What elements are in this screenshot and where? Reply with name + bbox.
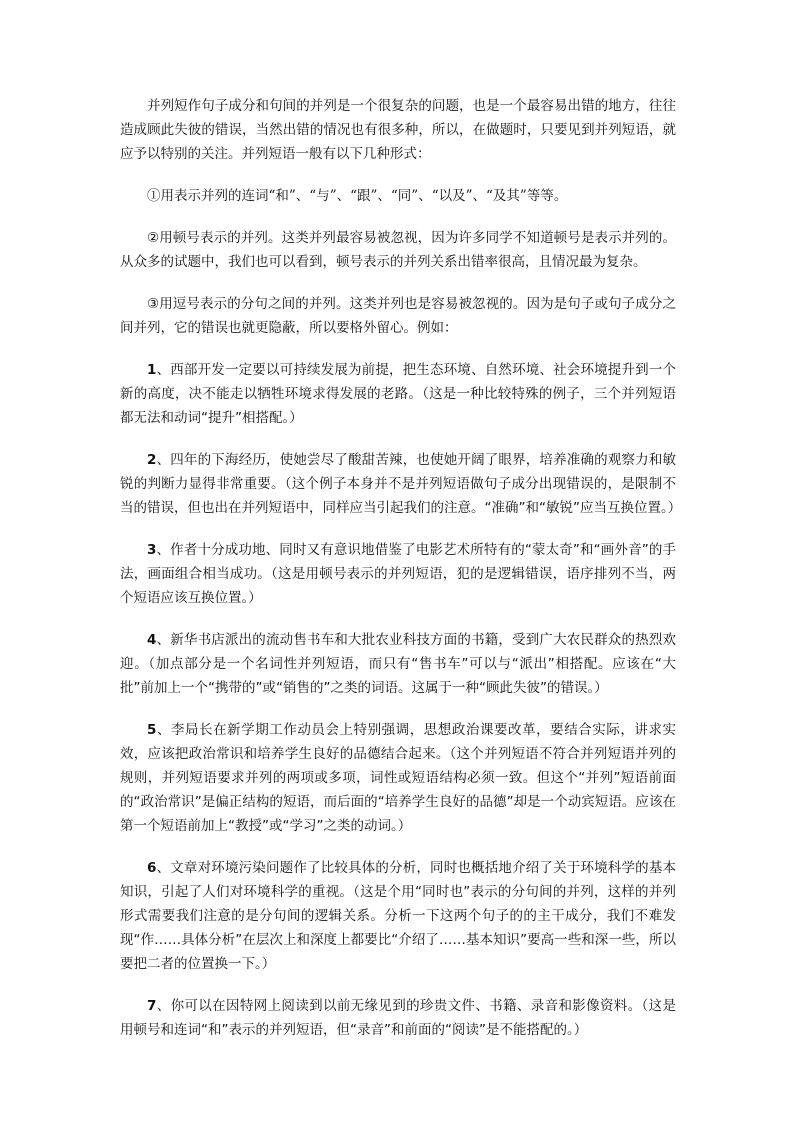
example-6	[120, 856, 676, 976]
example-number: 5	[147, 722, 157, 738]
example-4	[120, 628, 676, 700]
example-number: 1	[147, 362, 157, 378]
example-number: 6	[147, 860, 157, 876]
paragraph-form-3	[120, 292, 676, 340]
example-number: 3	[147, 542, 157, 558]
example-number: 2	[147, 452, 157, 468]
example-number: 7	[147, 998, 157, 1014]
example-5	[120, 718, 676, 838]
paragraph-intro	[120, 94, 676, 166]
example-text: 、文章对环境污染问题作了比较具体的分析，同时也概括地介绍了关于环境科学的基本知识，引起了人们对环境科学的重视。（这是个用“同时也”表示的分句间的并列，这样的并列形式需要我们注意的是分句间的逻辑关系。分析一下这两个句子的的主干成分，我们不难发现“作……具体分析”在层次上和深度上都要比“介绍了……基本知识”要高一些和深一些，所以要把二者的位置换一下。）	[120, 860, 676, 972]
example-7	[120, 994, 676, 1042]
example-text: 、新华书店派出的流动售书车和大批农业科技方面的书籍，受到广大农民群众的热烈欢迎。（加点部分是一个名词性并列短语，而只有“售书车”可以与“派出”相搭配。应该在“大批”前加上一个“携带的”或“销售的”之类的词语。这属于一种“顾此失彼”的错误。）	[120, 632, 676, 696]
example-2	[120, 448, 682, 520]
example-number: 4	[147, 632, 157, 648]
paragraph-text: 并列短作句子成分和句间的并列是一个很复杂的问题，也是一个最容易出错的地方，往往造成顾此失彼的错误，当然出错的情况也有很多种，所以，在做题时，只要见到并列短语，就应予以特别的关注。并列短语一般有以下几种形式：	[120, 98, 676, 162]
paragraph-text: ③用逗号表示的分句之间的并列。这类并列也是容易被忽视的。因为是句子或句子成分之间并列，它的错误也就更隐蔽，所以要格外留心。例如：	[120, 296, 676, 336]
document-body	[120, 94, 682, 1060]
example-1	[120, 358, 676, 430]
example-text: 、西部开发一定要以可持续发展为前提，把生态环境、自然环境、社会环境提升到一个新的高度，决不能走以牺牲环境求得发展的老路。（这是一种比较特殊的例子，三个并列短语都无法和动词“提升”相搭配。）	[120, 362, 676, 426]
paragraph-form-1	[120, 184, 676, 208]
example-text: 、作者十分成功地、同时又有意识地借鉴了电影艺术所特有的“蒙太奇”和“画外音”的手法，画面组合相当成功。（这是用顿号表示的并列短语，犯的是逻辑错误，语序排列不当，两个短语应该互换位置。）	[120, 542, 676, 606]
example-text: 、你可以在因特网上阅读到以前无缘见到的珍贵文件、书籍、录音和影像资料。（这是用顿号和连词“和”表示的并列短语，但“录音”和前面的“阅读”是不能搭配的。）	[120, 998, 676, 1038]
paragraph-text: ①用表示并列的连词“和”、“与”、“跟”、“同”、“以及”、“及其”等等。	[147, 188, 568, 204]
paragraph-text: ②用顿号表示的并列。这类并列最容易被忽视，因为许多同学不知道顿号是表示并列的。从众多的试题中，我们也可以看到，顿号表示的并列关系出错率很高，且情况最为复杂。	[120, 230, 676, 270]
example-text: 、李局长在新学期工作动员会上特别强调，思想政治课要改革，要结合实际，讲求实效，应该把政治常识和培养学生良好的品德结合起来。（这个并列短语不符合并列短语并列的规则，并列短语要求并列的两项或多项，词性或短语结构必须一致。但这个“并列”短语前面的“政治常识”是偏正结构的短语，而后面的“培养学生良好的品德”却是一个动宾短语。应该在第一个短语前加上“教授”或“学习”之类的动词。）	[120, 722, 676, 834]
example-text: 、四年的下海经历，使她尝尽了酸甜苦辣，也使她开阔了眼界，培养准确的观察力和敏锐的判断力显得非常重要。（这个例子本身并不是并列短语做句子成分出现错误的，是限制不当的错误，但也出在并列短语中，同样应当引起我们的注意。“准确”和“敏锐”应当互换位置。）	[120, 452, 682, 516]
paragraph-form-2	[120, 226, 676, 274]
example-3	[120, 538, 676, 610]
